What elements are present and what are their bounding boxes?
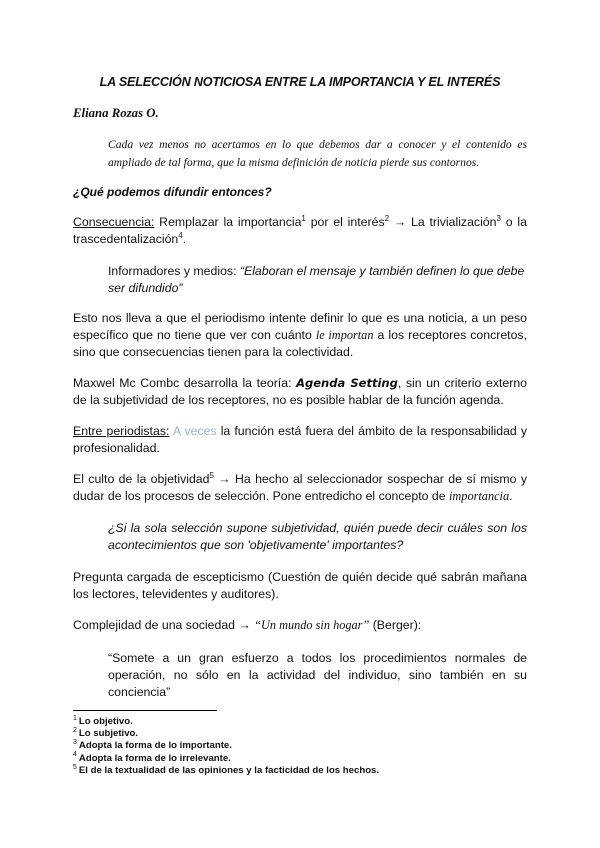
p1-text-4: o la trascedentalización [73, 215, 527, 246]
footnote-5 [73, 765, 527, 777]
paragraph-subjetividad-question: ¿Si la sola selección supone subjetividad, quién puede decir cuáles son los acontecimientos que son 'objetivamente' importantes? [108, 521, 527, 552]
footnotes [73, 716, 527, 777]
p9-text-1: Complejidad de una sociedad → [73, 618, 255, 632]
question-heading: ¿Qué podemos difundir entonces? [73, 185, 272, 199]
footnote-text: El de la textualidad de las opiniones y la facticidad de los hechos. [78, 764, 380, 776]
p3-text-1: Esto nos lleva a que el periodismo intente definir lo que es una noticia, a un peso específico que no tiene que ver con cuánto [73, 311, 527, 342]
footnote-number: 4 [73, 751, 77, 759]
paragraph-peso-especifico [73, 310, 527, 361]
p4-text-2: , sin un criterio externo de la subjetividad de los receptores, no es posible hablar de la función agenda. [73, 376, 527, 407]
author-name: Eliana Rozas O. [73, 106, 159, 120]
footnote-text: Adopta la forma de lo irrelevante. [78, 752, 231, 764]
p1-text-1: Remplazar la importancia [154, 215, 302, 229]
footnote-ref-5[interactable]: 5 [209, 470, 214, 480]
footnote-number: 5 [73, 763, 77, 771]
footnote-number: 1 [73, 714, 77, 722]
footnote-1 [73, 716, 527, 728]
p6-text-3: . [509, 489, 513, 503]
footnote-ref-2[interactable]: 2 [384, 213, 390, 223]
p1-text-5: . [182, 232, 187, 246]
document-title: LA SELECCIÓN NOTICIOSA ENTRE LA IMPORTANCIA Y EL INTERÉS [99, 75, 501, 89]
a-veces-faded-text: A veces [172, 424, 217, 438]
informadores-quote: “Elaboran el mensaje y también definen lo que debe ser difundido” [108, 264, 525, 295]
footnote-ref-4[interactable]: 4 [178, 230, 183, 240]
paragraph-berger-quote: “Somete a un gran esfuerzo a todos los procedimientos normales de operación, no sólo en la actividad del individuo, sino también en su conciencia” [108, 651, 527, 699]
p1-text-3: → La trivialización [389, 215, 497, 229]
entre-periodistas-label: Entre periodistas: [73, 424, 170, 438]
footnote-3 [73, 740, 527, 752]
p6-text-1: El culto de la objetividad [73, 472, 210, 486]
p5-text-1: la función está fuera del ámbito de la responsabilidad y profesionalidad. [73, 424, 527, 455]
footnote-ref-3[interactable]: 3 [496, 213, 501, 223]
paragraph-escepticismo: Pregunta cargada de escepticismo (Cuestión de quién decide qué sabrán mañana los lectores, televidentes y auditores). [73, 570, 527, 601]
footnote-ref-1[interactable]: 1 [301, 213, 306, 223]
p6-text-2: → Ha hecho al seleccionador sospechar de sí mismo y dudar de los procesos de selección. Pone entredicho el concepto de [73, 472, 527, 503]
footnote-2 [73, 728, 527, 740]
footnote-number: 3 [73, 739, 77, 747]
p1-text-2: por el interés [305, 215, 385, 229]
p4-text-1: Maxwel Mc Combc desarrolla la teoría: [73, 376, 297, 390]
footnote-text: Lo objetivo. [78, 716, 133, 727]
abstract: Cada vez menos no acertamos en lo que debemos dar a conocer y el contenido es ampliado de tal forma, que la misma definición de noticia pierde sus contornos. [108, 138, 527, 169]
paragraph-agenda-setting [73, 375, 527, 409]
footnote-text: Lo subjetivo. [78, 728, 139, 740]
consecuencia-label: Consecuencia: [73, 215, 155, 229]
paragraph-informadores [108, 263, 527, 297]
footnote-text: Adopta la forma de lo importante. [78, 740, 232, 752]
footnote-separator [73, 710, 217, 711]
p3-text-2: a los receptores concretos, sino que consecuencias tienen para la colectividad. [73, 328, 527, 359]
paragraph-entre-periodistas [73, 423, 527, 457]
footnote-4 [73, 753, 527, 765]
agenda-setting-term: Agenda Setting [296, 376, 398, 390]
footnote-number: 2 [73, 727, 77, 735]
le-importan-emphasis: le importan [315, 328, 374, 342]
p9-text-2: (Berger): [369, 618, 422, 632]
p2-lead: Informadores y medios: [108, 264, 240, 278]
paragraph-complejidad [73, 617, 527, 634]
mundo-sin-hogar-quote: “Un mundo sin hogar” [254, 618, 370, 632]
importancia-emphasis: importancia [449, 489, 510, 503]
paragraph-consecuencia [73, 214, 527, 248]
paragraph-objetividad [73, 471, 527, 505]
